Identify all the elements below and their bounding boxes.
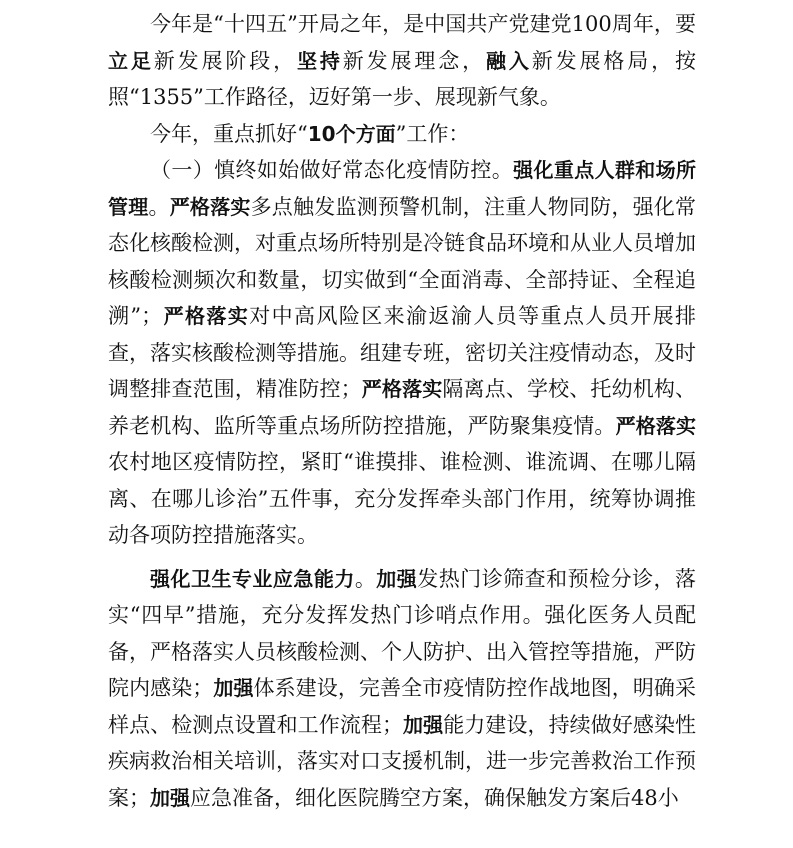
bold-run: 严格落实 bbox=[361, 377, 443, 401]
text-run: 新发展阶段， bbox=[153, 48, 297, 73]
bold-run: 坚持 bbox=[297, 48, 343, 73]
paragraph-intro bbox=[108, 0, 696, 116]
text-run: 隔离点、学校、托幼机构、养老机构、监所等重点场所防控措施，严防聚集疫情。 bbox=[108, 377, 697, 438]
text-run: 新发展格局，按照“1355”工作路径，迈好第一步、展现新气象。 bbox=[108, 48, 696, 109]
text-run: 。 bbox=[354, 566, 377, 591]
paragraph-focus bbox=[108, 116, 696, 153]
paragraph-section-one bbox=[108, 152, 696, 554]
bold-run: 加强 bbox=[402, 712, 444, 737]
text-run: 体系建设，完善全市疫情防控作战地图，明确采样点、检测点设置和工作流程； bbox=[108, 676, 697, 737]
text-run: 今年，重点抓好“ bbox=[150, 121, 308, 146]
bold-run: 加强 bbox=[150, 785, 190, 810]
text-run: 能力建设，持续做好感染性疾病救治相关培训，落实对口支援机制，进一步完善救治工作预案； bbox=[108, 712, 697, 810]
text-run: 发热门诊筛查和预检分诊，落实“四早”措施，充分发挥发热门诊哨点作用。强化医务人员配备，严格落实人员核酸检测、个人防护、出入管控等措施，严防院内感染； bbox=[108, 566, 697, 700]
bold-run: 强化卫生专业应急能力 bbox=[150, 566, 355, 591]
text-run: 农村地区疫情防控，紧盯“谁摸排、谁检测、谁流调、在哪儿隔离、在哪儿诊治”五件事，充分发挥牵头部门作用，统筹协调推动各项防控措施落实。 bbox=[108, 450, 696, 547]
bold-run: 强化重点人群和场所管理 bbox=[108, 158, 697, 219]
bold-run: 加强 bbox=[376, 566, 418, 591]
text-run: 。 bbox=[148, 194, 170, 219]
text-run: 新发展理念， bbox=[342, 48, 486, 73]
text-run: ”工作： bbox=[395, 121, 470, 146]
bold-run: 严格落实 bbox=[162, 304, 250, 328]
document-page bbox=[108, 0, 696, 816]
bold-run: 严格落实 bbox=[615, 413, 697, 438]
paragraph-emergency bbox=[108, 561, 696, 817]
text-run: 应急准备，细化医院腾空方案，确保触发方案后48小 bbox=[190, 785, 679, 810]
bold-run: 10个方面 bbox=[307, 121, 396, 146]
text-run: 对中高风险区来渝返渝人员等重点人员开展排查，落实核酸检测等措施。组建专班，密切关注疫情动态，及时调整排查范围，精准防控； bbox=[108, 304, 697, 401]
bold-run: 融入 bbox=[486, 48, 532, 73]
bold-run: 加强 bbox=[213, 676, 254, 700]
text-run: 多点触发监测预警机制，注重人物同防，强化常态化核酸检测，对重点场所特别是冷链食品环境和从业人员增加核酸检测频次和数量，切实做到“全面消毒、全部持证、全程追溯”； bbox=[108, 194, 697, 328]
bold-run: 立足 bbox=[108, 48, 154, 73]
section-heading: （一）慎终如始做好常态化疫情防控。 bbox=[150, 158, 514, 182]
text-run: 今年是“十四五”开局之年，是中国共产党建党100周年，要 bbox=[150, 12, 696, 36]
bold-run: 严格落实 bbox=[169, 194, 251, 219]
